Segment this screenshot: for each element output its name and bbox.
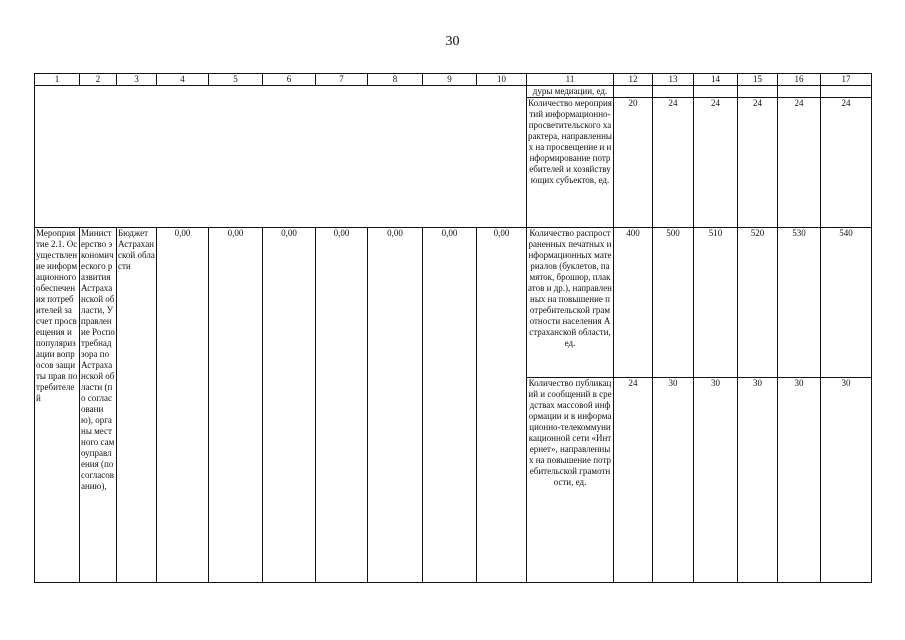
funding-value: 0,00 <box>316 228 368 583</box>
header-row <box>35 74 872 86</box>
column-header: 15 <box>738 74 778 86</box>
indicator-value: 30 <box>778 378 821 583</box>
column-header: 2 <box>80 74 117 86</box>
column-header: 13 <box>653 74 694 86</box>
indicator-value: 400 <box>614 228 653 378</box>
empty-cell <box>821 86 872 98</box>
empty-cell <box>778 86 821 98</box>
indicator-text: Количество распространенных печатных информационных материалов (буклетов, памяток, брошюр, плакатов и др.), направленных на повышение потребительской грамотности населения Астраханской области, ед. <box>527 228 614 378</box>
funding-source: Бюджет Астраханской области <box>117 228 157 583</box>
page-number: 30 <box>445 34 460 49</box>
funding-value: 0,00 <box>157 228 209 583</box>
carryover-text: дуры медиации, ед. <box>527 86 614 98</box>
indicator-value: 20 <box>614 98 653 228</box>
carryover-row <box>35 86 872 98</box>
indicator-value: 24 <box>821 98 872 228</box>
indicator-value: 24 <box>614 378 653 583</box>
column-header: 7 <box>316 74 368 86</box>
funding-value: 0,00 <box>477 228 527 583</box>
column-header: 5 <box>209 74 263 86</box>
column-header: 3 <box>117 74 157 86</box>
column-header: 17 <box>821 74 872 86</box>
measure-executor: Министерство экономического развития Астраханской области, Управление Роспотребнадзора по Астраханской области (по согласованию), органы местного самоуправления (по согласованию), <box>80 228 117 583</box>
column-header: 12 <box>614 74 653 86</box>
column-header: 6 <box>263 74 316 86</box>
column-header: 14 <box>694 74 738 86</box>
column-header: 1 <box>35 74 80 86</box>
funding-value: 0,00 <box>423 228 477 583</box>
column-header: 4 <box>157 74 209 86</box>
measure-name: Мероприятие 2.1. Осуществление информационного обеспечения потребителей за счет просвещения и популяризации вопросов защиты прав потребителей <box>35 228 80 583</box>
funding-value: 0,00 <box>209 228 263 583</box>
empty-cell <box>614 86 653 98</box>
funding-value: 0,00 <box>263 228 316 583</box>
column-header: 8 <box>368 74 423 86</box>
empty-cell <box>694 86 738 98</box>
indicator-value: 530 <box>778 228 821 378</box>
funding-value: 0,00 <box>368 228 423 583</box>
indicator-value: 24 <box>778 98 821 228</box>
empty-cell <box>653 86 694 98</box>
indicator-value: 510 <box>694 228 738 378</box>
column-header: 10 <box>477 74 527 86</box>
empty-cell <box>738 86 778 98</box>
indicator-value: 500 <box>653 228 694 378</box>
measure-row <box>35 228 872 378</box>
indicator-value: 30 <box>653 378 694 583</box>
indicator-value: 30 <box>694 378 738 583</box>
empty-block <box>35 86 527 228</box>
indicator-value: 24 <box>653 98 694 228</box>
column-header: 11 <box>527 74 614 86</box>
indicator-value: 520 <box>738 228 778 378</box>
column-header: 9 <box>423 74 477 86</box>
indicator-value: 30 <box>738 378 778 583</box>
indicator-text: Количество мероприятий информационно-просветительского характера, направленных на просвещение и информирование потребителей и хозяйствующих субъектов, ед. <box>527 98 614 228</box>
indicator-value: 24 <box>738 98 778 228</box>
program-table <box>34 73 872 583</box>
indicator-value: 540 <box>821 228 872 378</box>
column-header: 16 <box>778 74 821 86</box>
indicator-value: 30 <box>821 378 872 583</box>
indicator-text: Количество публикаций и сообщений в средствах массовой информации и в информационно-телекоммуникационной сети «Интернет», направленных на повышение потребительской грамотности, ед. <box>527 378 614 583</box>
indicator-value: 24 <box>694 98 738 228</box>
